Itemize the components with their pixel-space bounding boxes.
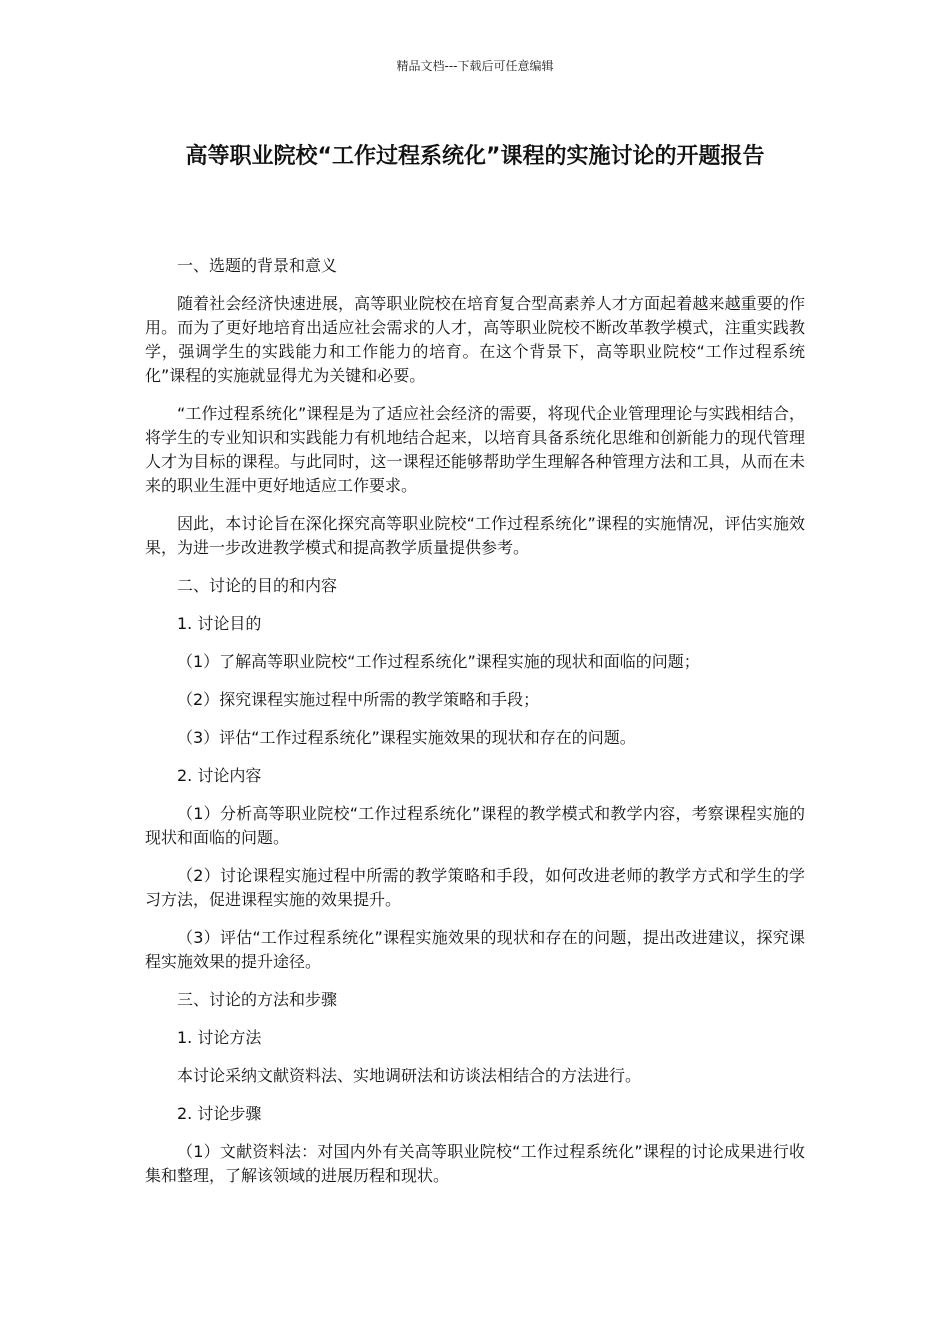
paragraph: 因此，本讨论旨在深化探究高等职业院校“工作过程系统化”课程的实施情况，评估实施效果，为进一步改进教学模式和提高教学质量提供参考。 xyxy=(145,514,805,557)
section-heading: 2. 讨论内容 xyxy=(177,766,262,785)
page-header: 精品文档---下载后可任意编辑 xyxy=(396,59,554,73)
section-heading: 2. 讨论步骤 xyxy=(177,1104,262,1123)
paragraph: （2）探究课程实施过程中所需的教学策略和手段； xyxy=(177,690,540,709)
section-heading: 1. 讨论目的 xyxy=(177,614,262,633)
section-heading: 1. 讨论方法 xyxy=(177,1028,262,1047)
section-heading: 二、讨论的目的和内容 xyxy=(177,576,338,595)
paragraph: （3）评估“工作过程系统化”课程实施效果的现状和存在的问题，提出改进建议，探究课程实施效果的提升途径。 xyxy=(145,928,805,971)
section-heading: 三、讨论的方法和步骤 xyxy=(177,990,338,1009)
document-title: 高等职业院校“工作过程系统化”课程的实施讨论的开题报告 xyxy=(185,144,765,169)
paragraph: （1）文献资料法：对国内外有关高等职业院校“工作过程系统化”课程的讨论成果进行收集和整理，了解该领域的进展历程和现状。 xyxy=(145,1142,805,1185)
document-body xyxy=(145,254,805,1202)
paragraph: “工作过程系统化”课程是为了适应社会经济的需要，将现代企业管理理论与实践相结合，将学生的专业知识和实践能力有机地结合起来，以培育具备系统化思维和创新能力的现代管理人才为目标的课程。与此同时，这一课程还能够帮助学生理解各种管理方法和工具，从而在未来的职业生涯中更好地适应工作要求。 xyxy=(145,404,805,495)
paragraph: （1）分析高等职业院校“工作过程系统化”课程的教学模式和教学内容，考察课程实施的现状和面临的问题。 xyxy=(145,804,805,847)
paragraph: 随着社会经济快速进展，高等职业院校在培育复合型高素养人才方面起着越来越重要的作用。而为了更好地培育出适应社会需求的人才，高等职业院校不断改革教学模式，注重实践教学，强调学生的实践能力和工作能力的培育。在这个背景下，高等职业院校“工作过程系统化”课程的实施就显得尤为关键和必要。 xyxy=(145,294,805,385)
paragraph: （3）评估“工作过程系统化”课程实施效果的现状和存在的问题。 xyxy=(177,728,636,747)
paragraph: （1）了解高等职业院校“工作过程系统化”课程实施的现状和面临的问题； xyxy=(177,652,700,671)
paragraph: 本讨论采纳文献资料法、实地调研法和访谈法相结合的方法进行。 xyxy=(177,1066,642,1085)
section-heading: 一、选题的背景和意义 xyxy=(177,256,338,275)
paragraph: （2）讨论课程实施过程中所需的教学策略和手段，如何改进老师的教学方式和学生的学习方法，促进课程实施的效果提升。 xyxy=(145,866,805,909)
